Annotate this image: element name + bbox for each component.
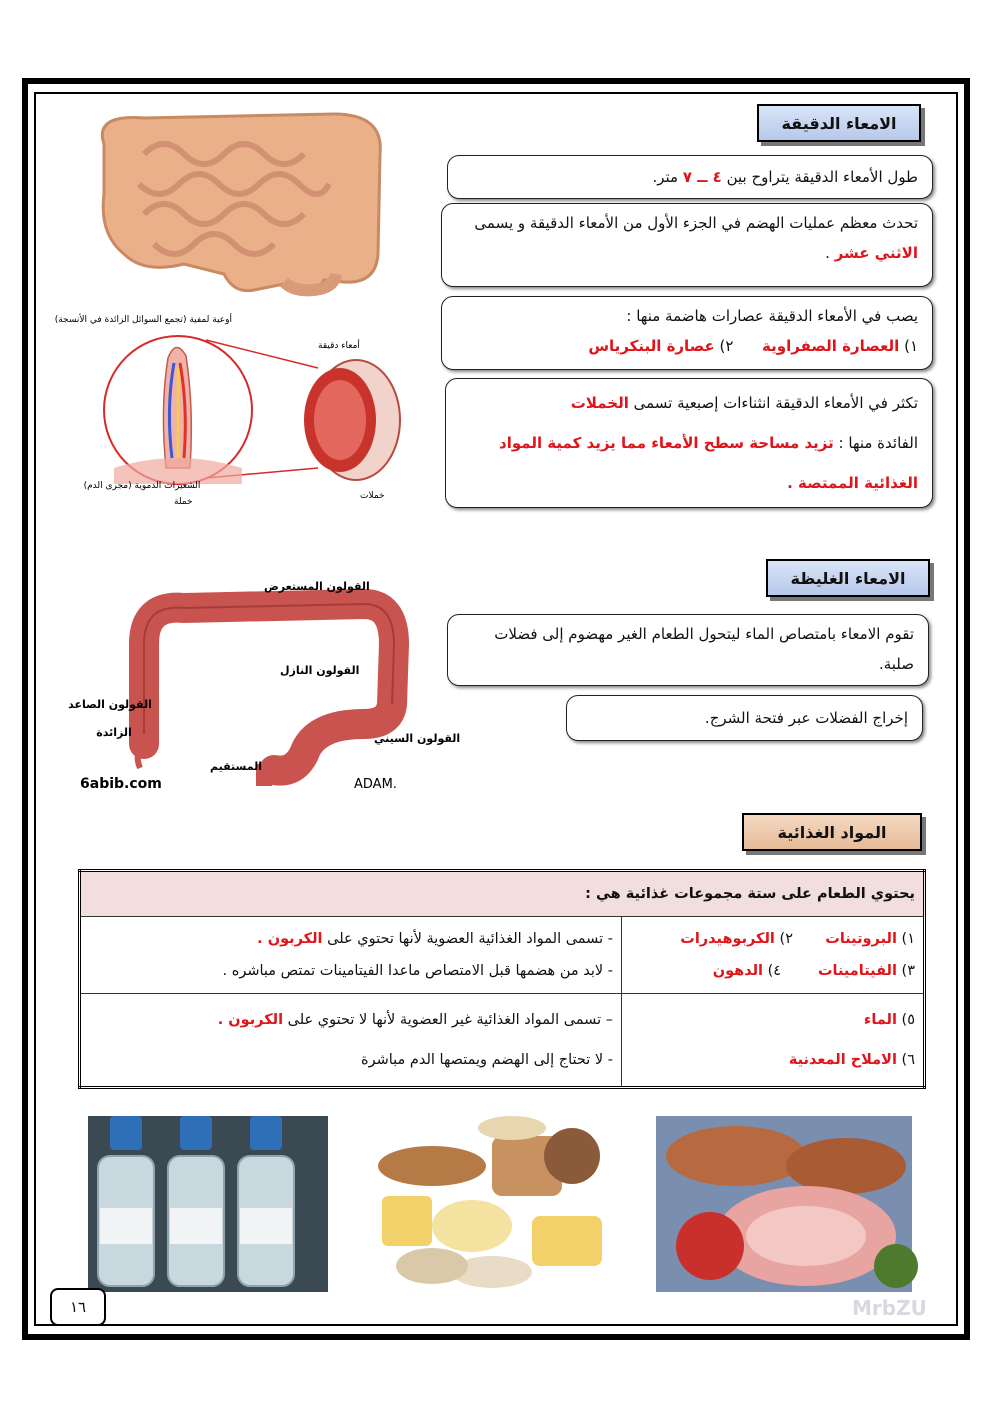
duodenum-box — [441, 203, 933, 287]
juice2-name: عصارة البنكرياس — [588, 337, 715, 355]
inorganic-carbon: الكربون . — [217, 1012, 284, 1028]
organic-row — [80, 917, 925, 994]
label-sigmoid: القولون السيني — [374, 732, 461, 745]
label-brand: ADAM. — [354, 777, 397, 792]
organic-carbon: الكربون . — [257, 931, 323, 947]
length-text-a: طول الأمعاء الدقيقة يتراوح بين — [721, 168, 918, 186]
organic-num-2: ٢) — [779, 931, 793, 947]
label-descending: القولون النازل — [280, 664, 360, 677]
nutrients-table-header — [80, 871, 925, 917]
organic-name-4: الدهون — [712, 963, 763, 979]
watermark: MrbZU — [852, 1296, 927, 1320]
organic-desc-2: - لابد من هضمها قبل الامتصاص ماعدا الفيتامينات تمتص مباشره . — [222, 963, 613, 979]
inorganic-row — [80, 994, 925, 1088]
water-absorption-box — [447, 614, 929, 686]
page-number: ١٦ — [50, 1288, 106, 1326]
small-intestine-illustration — [84, 104, 394, 294]
carbohydrates-photo — [372, 1116, 616, 1292]
water-bottles-photo — [88, 1116, 328, 1292]
label-transverse: القولون المستعرض — [264, 580, 370, 593]
excretion-box — [566, 695, 923, 741]
villi-diagram — [56, 308, 408, 512]
inorganic-name-1: الماء — [863, 1012, 897, 1028]
label-rectum: المستقيم — [210, 760, 262, 773]
large-intestine-heading: الامعاء الغليظة — [766, 559, 930, 597]
organic-desc-1: - تسمى المواد الغذائية العضوية لأنها تحتوي على — [322, 931, 613, 947]
label-villus: خملة — [174, 497, 193, 507]
organic-num-3: ٣) — [901, 963, 915, 979]
inorganic-desc-1: – تسمى المواد الغذائية غير العضوية لأنها لا تحتوي على — [283, 1012, 613, 1028]
colon-diagram — [68, 574, 461, 796]
length-dash: ــ — [691, 168, 713, 186]
organic-list-cell — [622, 917, 925, 994]
inorganic-desc-2: - لا تحتاج إلى الهضم ويمتصها الدم مباشرة — [360, 1052, 613, 1068]
organic-name-1: البروتينات — [825, 931, 897, 947]
duodenum-dot: . — [825, 244, 835, 262]
inorganic-num-2: ٦) — [901, 1052, 915, 1068]
label-lymph: أوعية لمفية (تجمع السوائل الزائدة في الأنسجة) — [54, 315, 232, 325]
water-text: تقوم الامعاء بامتصاص الماء ليتحول الطعام الغير مهضوم إلى فضلات صلبة. — [494, 625, 914, 673]
length-max: ٧ — [682, 168, 692, 186]
inorganic-name-2: الاملاح المعدنية — [788, 1052, 897, 1068]
juice1-num: ١) — [904, 337, 918, 355]
small-intestine-heading: الامعاء الدقيقة — [757, 104, 921, 142]
inorganic-desc-cell — [80, 994, 622, 1088]
label-intestine: أمعاء دقيقة — [318, 341, 360, 351]
juice1-name: العصارة الصفراوية — [762, 337, 900, 355]
label-capillaries: الشعيرات الدموية (مجرى الدم) — [83, 481, 201, 491]
organic-name-2: الكربوهيدرات — [680, 931, 775, 947]
organic-num-1: ١) — [901, 931, 915, 947]
length-min: ٤ — [712, 168, 722, 186]
villi-text: تكثر في الأمعاء الدقيقة انثناءات إصبعية تسمى — [628, 394, 918, 412]
juice2-num: ٢) — [719, 337, 734, 355]
digest-text: تحدث معظم عمليات الهضم في الجزء الأول من الأمعاء الدقيقة و يسمى — [474, 214, 918, 232]
label-villi: خملات — [360, 491, 385, 501]
villi-term: الخملات — [570, 394, 629, 412]
table-title: يحتوي الطعام على ستة مجموعات غذائية هي : — [80, 871, 925, 917]
organic-name-3: الفيتامينات — [817, 963, 897, 979]
excretion-text: إخراج الفضلات عبر فتحة الشرج. — [704, 709, 908, 727]
proteins-photo — [656, 1116, 912, 1292]
benefit-text: تزيد مساحة سطح الأمعاء مما يزيد كمية المواد الغذائية الممتصة . — [499, 434, 918, 492]
duodenum-term: الاثني عشر — [834, 244, 918, 262]
benefit-label: الفائدة منها : — [833, 434, 918, 452]
nutrients-table — [78, 869, 926, 1089]
label-appendix: الزائدة — [96, 726, 132, 739]
juices-intro: يصب في الأمعاء الدقيقة عصارات هاضمة منها : — [626, 307, 918, 325]
inorganic-list-cell — [622, 994, 925, 1088]
length-text-b: متر. — [652, 168, 683, 186]
inorganic-num-1: ٥) — [901, 1012, 915, 1028]
intestine-length-box — [447, 155, 933, 199]
organic-desc-cell — [80, 917, 622, 994]
organic-num-4: ٤) — [767, 963, 782, 979]
label-site: 6abib.com — [80, 776, 162, 792]
label-ascending: القولون الصاعد — [68, 698, 152, 711]
nutrients-heading: المواد الغذائية — [742, 813, 922, 851]
digestive-juices-box — [441, 296, 933, 370]
villi-box — [445, 378, 933, 508]
